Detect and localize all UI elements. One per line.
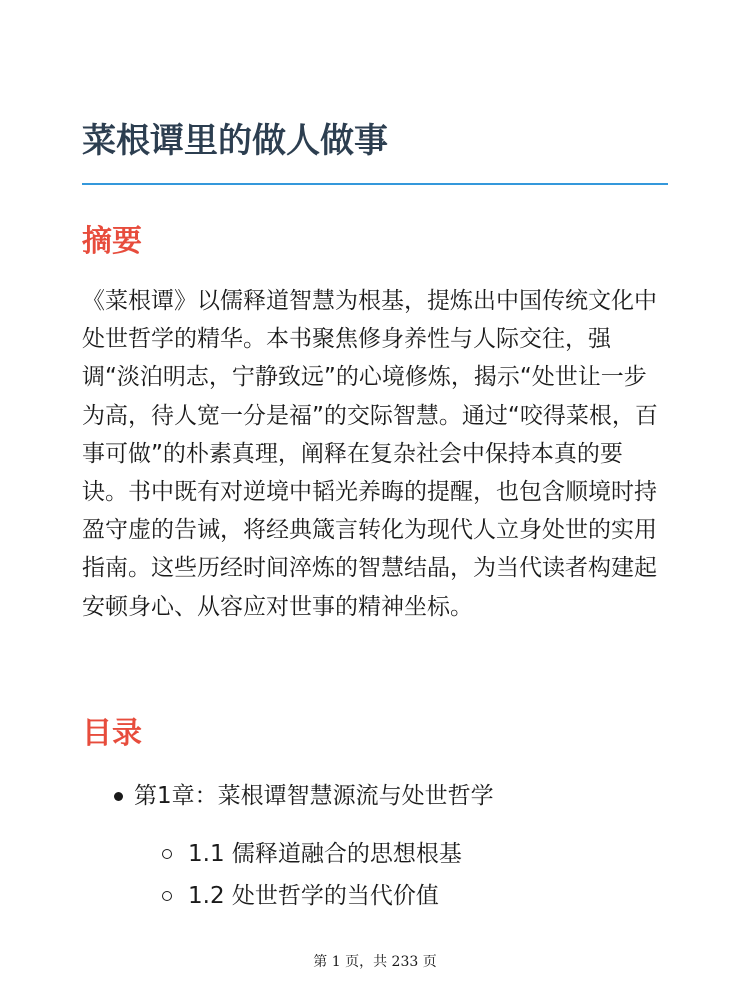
title-divider [82, 183, 668, 185]
abstract-heading: 摘要 [82, 224, 142, 259]
toc-section-label: 1.2 处世哲学的当代价值 [188, 883, 439, 909]
toc-chapter-label: 第1章：菜根谭智慧源流与处世哲学 [134, 783, 494, 809]
circle-bullet-icon [162, 849, 172, 859]
toc-heading: 目录 [82, 716, 142, 751]
circle-bullet-icon [162, 891, 172, 901]
abstract-body: 《菜根谭》以儒释道智慧为根基，提炼出中国传统文化中处世哲学的精华。本书聚焦修身养性与人际交往，强调“淡泊明志，宁静致远”的心境修炼，揭示“处世让一步为高，待人宽一分是福”的交际智慧。通过“咬得菜根，百事可做”的朴素真理，阐释在复杂社会中保持本真的要诀。书中既有对逆境中韬光养晦的提醒，也包含顺境时持盈守虚的告诫，将经典箴言转化为现代人立身处世的实用指南。这些历经时间淬炼的智慧结晶，为当代读者构建起安顿身心、从容应对世事的精神坐标。 [82, 288, 658, 620]
document-title: 菜根谭里的做人做事 [82, 121, 388, 161]
page-number: 第 1 页，共 233 页 [313, 954, 437, 970]
bullet-dot-icon [114, 792, 123, 801]
toc-section-label: 1.1 儒释道融合的思想根基 [188, 841, 462, 867]
